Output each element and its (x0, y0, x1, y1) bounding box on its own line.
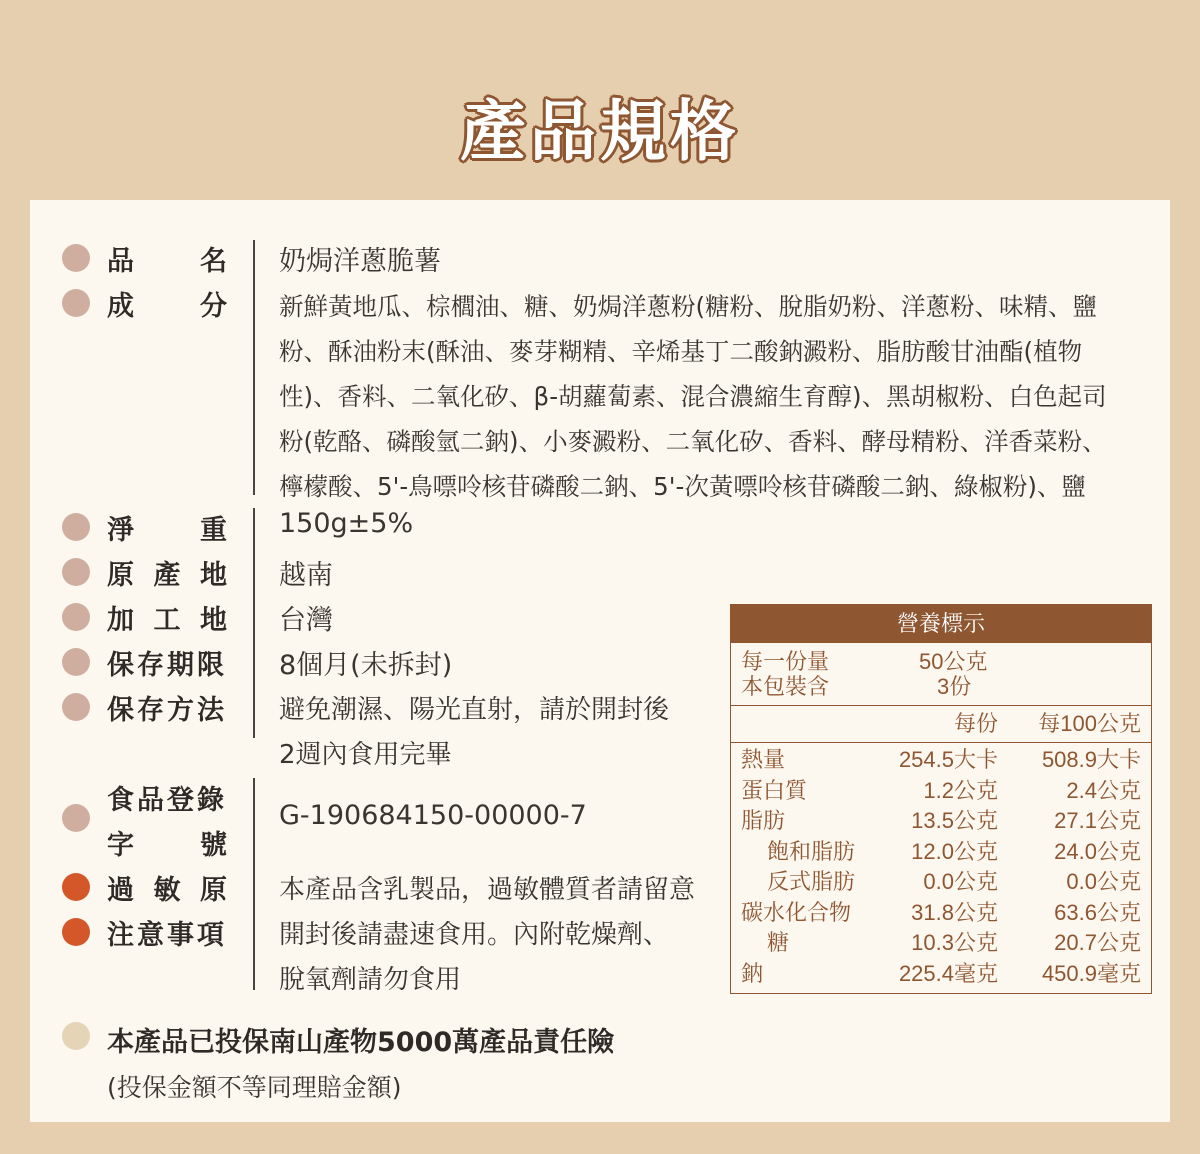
col-per-100g: 每100公克 (1038, 711, 1141, 736)
bullet-dot (62, 289, 90, 317)
nutrient-name: 熱量 (741, 747, 786, 772)
label-registration: 食品登錄 (107, 785, 227, 816)
nutrient-per-100g: 2.4公克 (1066, 777, 1141, 803)
nutrient-per-100g: 20.7公克 (1054, 930, 1141, 955)
allergen-line: 開封後請盡速食用。內附乾燥劑、 (279, 920, 670, 950)
col-per-serving: 每份 (953, 711, 998, 736)
table-rule (731, 742, 1151, 743)
nutrition-table (730, 604, 1152, 994)
servings-label: 本包裝含 (741, 674, 830, 699)
nutrient-name: 飽和脂肪 (767, 838, 856, 864)
nutrient-name: 鈉 (741, 960, 764, 986)
bullet-dot (62, 244, 90, 272)
nutrient-per-serving: 13.5公克 (911, 808, 998, 833)
nutrient-per-serving: 254.5大卡 (898, 747, 998, 772)
ingredients-line: 粉、酥油粉末(酥油、麥芽糊精、辛烯基丁二酸鈉澱粉、脂肪酸甘油酯(植物 (279, 337, 1083, 366)
value-product-name: 奶焗洋蔥脆薯 (279, 246, 441, 277)
page-title: 產品規格 (460, 93, 740, 170)
nutrient-per-100g: 63.6公克 (1054, 899, 1141, 925)
insurance-subnote: (投保金額不等同理賠金額) (107, 1073, 402, 1102)
insurance-note: 本產品已投保南山產物5000萬產品責任險 (107, 1027, 615, 1058)
label-product-name: 品 名 (107, 246, 227, 277)
bullet-dot (62, 648, 90, 676)
label-registration-line2: 字 號 (107, 830, 227, 861)
bullet-dot-warning (62, 873, 90, 901)
ingredients-line: 檸檬酸、5'-鳥嘌呤核苷磷酸二鈉、5'-次黃嘌呤核苷磷酸二鈉、綠椒粉)、鹽 (279, 472, 1086, 501)
nutrient-name: 反式脂肪 (767, 869, 856, 894)
nutrient-per-100g: 24.0公克 (1054, 838, 1141, 864)
ingredients-line: 粉(乾酪、磷酸氫二鈉)、小麥澱粉、二氧化矽、香料、酵母精粉、洋香菜粉、 (279, 427, 1107, 456)
bullet-dot-insurance (62, 1022, 90, 1050)
nutrient-per-serving: 1.2公克 (923, 777, 998, 803)
storage-line: 2週內食用完畢 (279, 740, 452, 770)
label-net-weight: 淨 重 (107, 515, 227, 546)
value-storage (279, 688, 669, 778)
label-shelf-life: 保存期限 (107, 650, 227, 681)
nutrient-per-serving: 10.3公克 (911, 930, 998, 955)
value-ingredients (279, 284, 1139, 509)
nutrient-name: 碳水化合物 (741, 899, 852, 925)
bullet-dot (62, 558, 90, 586)
allergen-line: 脫氧劑請勿食用 (279, 965, 462, 995)
value-allergen (279, 868, 695, 1003)
bullet-dot-warning (62, 918, 90, 946)
label-storage: 保存方法 (107, 695, 227, 726)
value-net-weight: 150g±5% (279, 508, 414, 539)
nutrient-per-serving: 31.8公克 (911, 899, 998, 925)
value-shelf-life: 8個月(未拆封) (279, 650, 453, 681)
ingredients-line: 性)、香料、二氧化矽、β-胡蘿蔔素、混合濃縮生育醇)、黑胡椒粉、白色起司 (279, 382, 1107, 411)
storage-line: 避免潮濕、陽光直射，請於開封後 (279, 695, 670, 725)
allergen-line: 本產品含乳製品，過敏體質者請留意 (279, 875, 696, 905)
nutrient-per-serving: 225.4毫克 (898, 960, 998, 986)
nutrient-per-serving: 12.0公克 (911, 838, 998, 864)
label-ingredients: 成 分 (107, 291, 227, 322)
table-rule (731, 705, 1151, 706)
value-processing: 台灣 (279, 605, 333, 636)
nutrient-per-100g: 450.9毫克 (1041, 960, 1141, 986)
ingredients-line: 新鮮黃地瓜、棕櫚油、糖、奶焗洋蔥粉(糖粉、脫脂奶粉、洋蔥粉、味精、鹽 (279, 292, 1098, 321)
serving-size-label: 每一份量 (741, 649, 830, 674)
bullet-dot (62, 513, 90, 541)
nutrient-name: 糖 (767, 930, 790, 955)
divider (253, 508, 255, 738)
label-allergen: 過 敏 原 (107, 875, 227, 906)
nutrient-name: 脂肪 (741, 808, 786, 833)
servings-value: 3份 (937, 674, 972, 699)
nutrient-per-100g: 27.1公克 (1054, 808, 1141, 833)
label-notes: 注意事項 (107, 920, 227, 951)
nutrient-per-serving: 0.0公克 (923, 869, 998, 894)
label-processing: 加 工 地 (107, 605, 227, 636)
value-registration: G-190684150-00000-7 (279, 800, 587, 831)
label-origin: 原 產 地 (107, 560, 227, 591)
nutrition-header: 營養標示 (731, 605, 1151, 643)
value-origin: 越南 (279, 560, 333, 591)
nutrient-per-100g: 0.0公克 (1066, 869, 1141, 894)
divider (253, 240, 255, 495)
bullet-dot (62, 693, 90, 721)
nutrient-per-100g: 508.9大卡 (1041, 747, 1141, 772)
bullet-dot (62, 603, 90, 631)
bullet-dot (62, 804, 90, 832)
divider (253, 778, 255, 990)
serving-size-value: 50公克 (919, 649, 988, 674)
nutrient-name: 蛋白質 (741, 777, 808, 803)
